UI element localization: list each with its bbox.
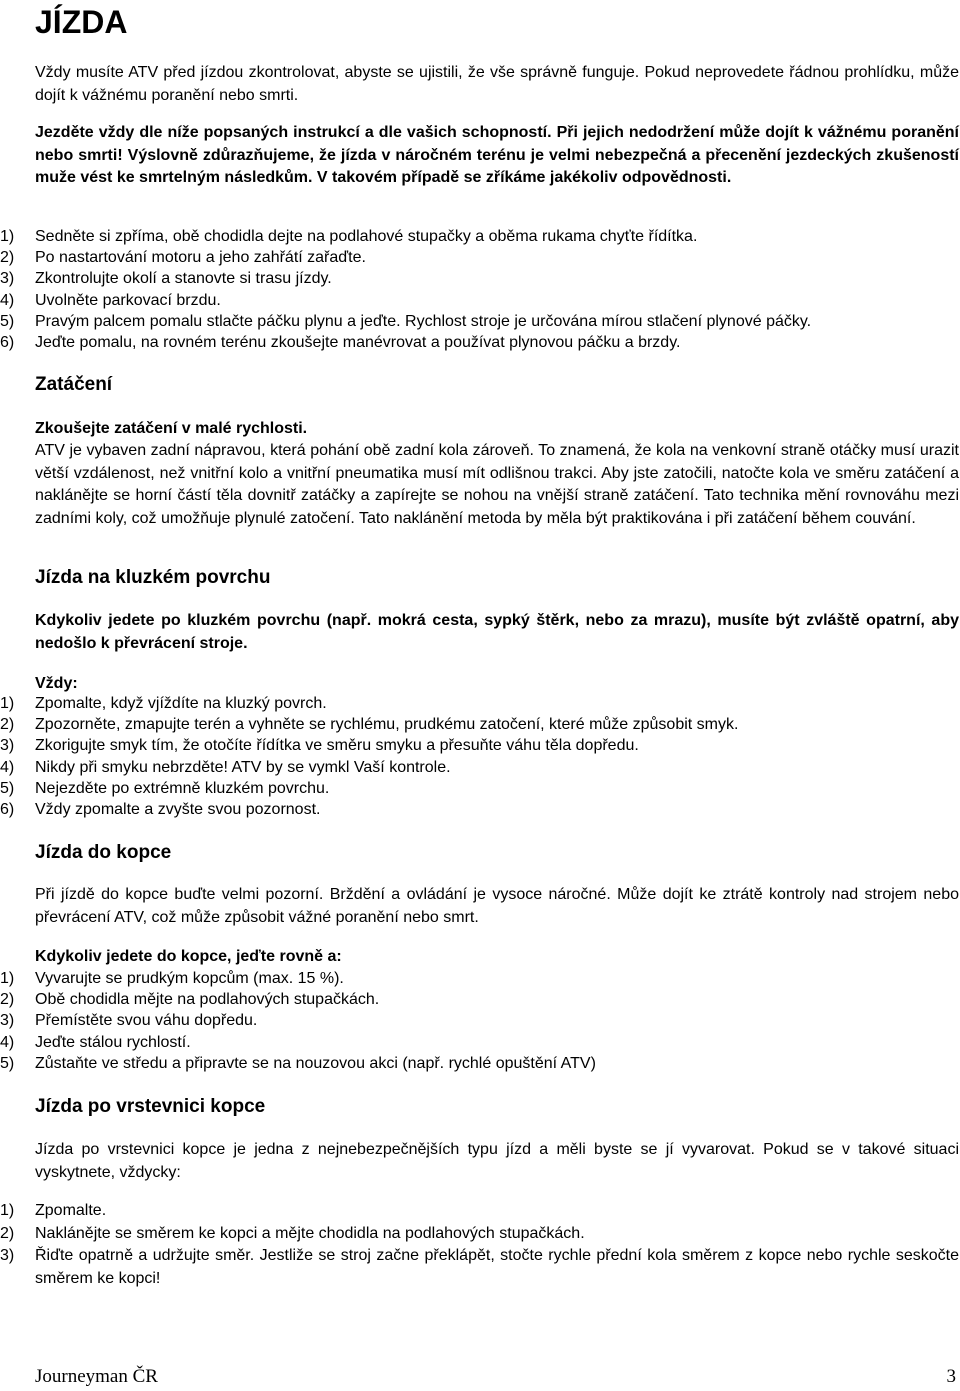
uphill-label: Kdykoliv jedete do kopce, jeďte rovně a: [35,948,342,965]
list-item: 1) Vyvarujte se prudkým kopcům (max. 15 %). [0,970,344,987]
list-item: 4) Jeďte stálou rychlostí. [0,1033,191,1051]
section-heading-uphill: Jízda do kopce [35,842,172,863]
page-title: JÍZDA [35,4,128,40]
section-heading-slippery: Jízda na kluzkém povrchu [35,567,271,588]
sidehill-steps-list [0,1200,959,1290]
warning-paragraph: Jezděte vždy dle níže popsaných instrukcí a dle vašich schopností. Při jejich nedodržení může dojít k vážnému poranění nebo smrti! Výslovně zdůrazňujeme, že jízda v náročném terénu je velmi nebezpečná a přecenění jezdeckých zkušeností muže vést ke smrtelným následkům. V takovém případě se zříkáme jakékoliv odpovědnosti. [35,124,959,186]
list-item: 2) Zpozorněte, zmapujte terén a vyhněte se rychlému, prudkému zatočení, které může způsobit smyk. [0,716,739,734]
list-item: 4) Nikdy při smyku nebrzděte! ATV by se vymkl Vaší kontrole. [0,758,451,776]
section-heading-sidehill: Jízda po vrstevnici kopce [35,1096,266,1117]
slippery-always-label: Vždy: [35,675,78,692]
list-item: 3) Přemístěte svou váhu dopředu. [0,1012,258,1030]
list-item: 3) Zkorigujte smyk tím, že otočíte řídítka ve směru smyku a přesuňte váhu těla dopředu. [0,737,639,755]
intro-paragraph: Vždy musíte ATV před jízdou zkontrolovat, abyste se ujistili, že vše správně funguje. Pokud neprovedete řádnou prohlídku, může dojít k vážnému poranění nebo smrti. [35,64,959,104]
list-item: 1) Sedněte si zpříma, obě chodidla dejte na podlahové stupačky a oběma rukama chyťte řídítka. [0,228,698,245]
turning-subheading: Zkoušejte zatáčení v malé rychlosti. [35,420,308,437]
list-item: 2) Po nastartování motoru a jeho zahřátí zařaďte. [0,249,366,267]
turning-paragraph: ATV je vybaven zadní nápravou, která pohání obě zadní kola zároveň. To znamená, že kola na venkovní straně otáčky musí urazit větší vzdálenost, než vnitřní kolo a vnitřní pneumatika musí mít odlišnou trakci. Aby jste zatočili, natočte kola ve směru zatáčení a naklánějte se horní částí těla dovnitř zatáčky a zapírejte se nohou na vnější straně zatáčení. Tato technika mění rovnováhu mezi zadními koly, což umožňuje plynulé zatočení. Tato naklánění metoda by měla být praktikována i při zatáčení během couvání. [35,442,959,527]
list-item: 2) Nakláněјte se směrem ke kopci a mějte chodidla na podlahových stupačkách. [0,1224,585,1242]
uphill-steps-list [0,968,959,1074]
list-item: 1) Zpomalte. [0,1202,107,1219]
uphill-paragraph: Při jízdě do kopce buďte velmi pozorní. Brždění a ovládání je vysoce náročné. Může dojít ke ztrátě kontroly nad strojem nebo převrácení ATV, což může způsobit vážné poranění nebo smrt. [35,886,959,926]
list-item: 2) Obě chodidla mějte na podlahových stupačkách. [0,991,380,1009]
list-item: 6) Vždy zpomalte a zvyšte svou pozornost. [0,801,321,819]
list-item: 5) Pravým palcem pomalu stlačte páčku plynu a jeďte. Rychlost stroje je určována mírou stlačení plynové páčky. [0,312,812,330]
section-heading-turning: Zatáčení [35,374,113,395]
list-item: 3) Zkontrolujte okolí a stanovte si trasu jízdy. [0,270,332,288]
start-steps-list [0,226,959,353]
list-item: 1) Zpomalte, když vjíždíte na kluzký povrch. [0,695,327,712]
footer-company: Journeyman ČR [35,1366,158,1387]
page-number: 3 [946,1366,956,1387]
slippery-steps-list [0,693,959,820]
list-item: 3) Řiďte opatrně a udržujte směr. Jestliže se stroj začne překlápět, stočte rychle přední kola směrem z kopce nebo rychle seskočte směrem ke kopci! [0,1247,959,1287]
list-item: 5) Nejezděte po extrémně kluzkém povrchu. [0,779,330,797]
sidehill-paragraph: Jízda po vrstevnici kopce je jedna z nejnebezpečnějších typu jízd a měli byste se jí vyvarovat. Pokud se v takové situaci vyskytnete, vždycky: [35,1141,959,1181]
list-item: 4) Uvolněte parkovací brzdu. [0,291,221,309]
list-item: 6) Jeďte pomalu, na rovném terénu zkoušejte manévrovat a používat plynovou páčku a brzdy. [0,334,681,352]
list-item: 5) Zůstaňte ve středu a připravte se na nouzovou akci (např. rychlé opuštění ATV) [0,1054,596,1072]
slippery-warning: Kdykoliv jedete po kluzkém povrchu (např. mokrá cesta, sypký štěrk, nebo za mrazu), musíte být zvláště opatrní, aby nedošlo k převrácení stroje. [35,612,959,652]
